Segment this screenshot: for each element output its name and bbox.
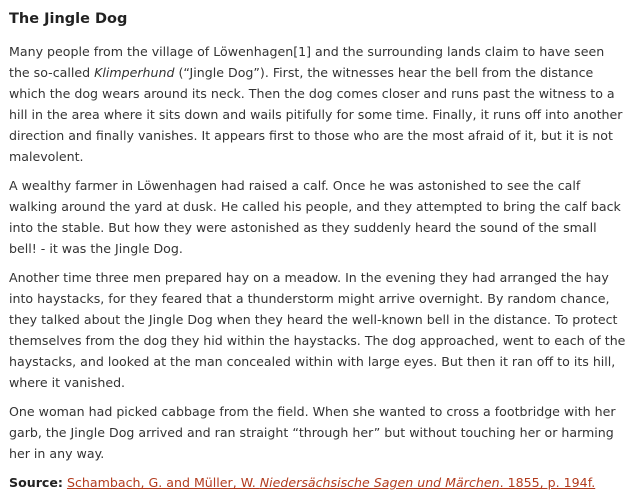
paragraph-1-text-end: (“Jingle Dog”). First, the witnesses hear the bell from the distance which the dog wears around its neck. Then the dog comes closer and runs past the witness to a hill in the area where it sits down and wails pitifully for some time. Finally, it runs off into another direction and finally vanishes. It appears first to those who are the most afraid of it, but it is not malevolent. [9,65,623,164]
source-label: Source: [9,475,63,490]
klimperhund-term: Klimperhund [94,65,175,80]
source-year-page: . 1855, p. 194f. [499,475,596,490]
story-paragraph-1 [9,41,628,167]
source-citation [9,472,628,493]
paragraph-1-text-start: Many people from the village of Löwenhagen[1] and the surrounding lands claim to have seen the so-called [9,44,605,80]
story-title: The Jingle Dog [9,11,128,27]
story-paragraph-2: A wealthy farmer in Löwenhagen had raised a calf. Once he was astonished to see the calf walking around the yard at dusk. He called his people, and they attempted to bring the calf back into the stable. But how they were astonished as they suddenly heard the sound of the small bell! - it was the Jingle Dog. [9,178,621,256]
story-paragraph-3: Another time three men prepared hay on a meadow. In the evening they had arranged the hay into haystacks, for they feared that a thunderstorm might arrive overnight. By random chance, they talked about the Jingle Dog when they heard the well-known bell in the distance. To protect themselves from the dog they hid within the haystacks. The dog approached, went to each of the haystacks, and looked at the man concealed within with large eyes. But then it ran off to its hill, where it vanished. [9,270,626,390]
story-paragraph-4: One woman had picked cabbage from the field. When she wanted to cross a footbridge with her garb, the Jingle Dog arrived and ran straight “through her” but without touching her or harming her in any way. [9,404,616,461]
source-authors: Schambach, G. and Müller, W. [66,475,260,490]
source-link[interactable] [67,475,595,490]
source-book-title: Niedersächsische Sagen und Märchen [259,475,500,490]
